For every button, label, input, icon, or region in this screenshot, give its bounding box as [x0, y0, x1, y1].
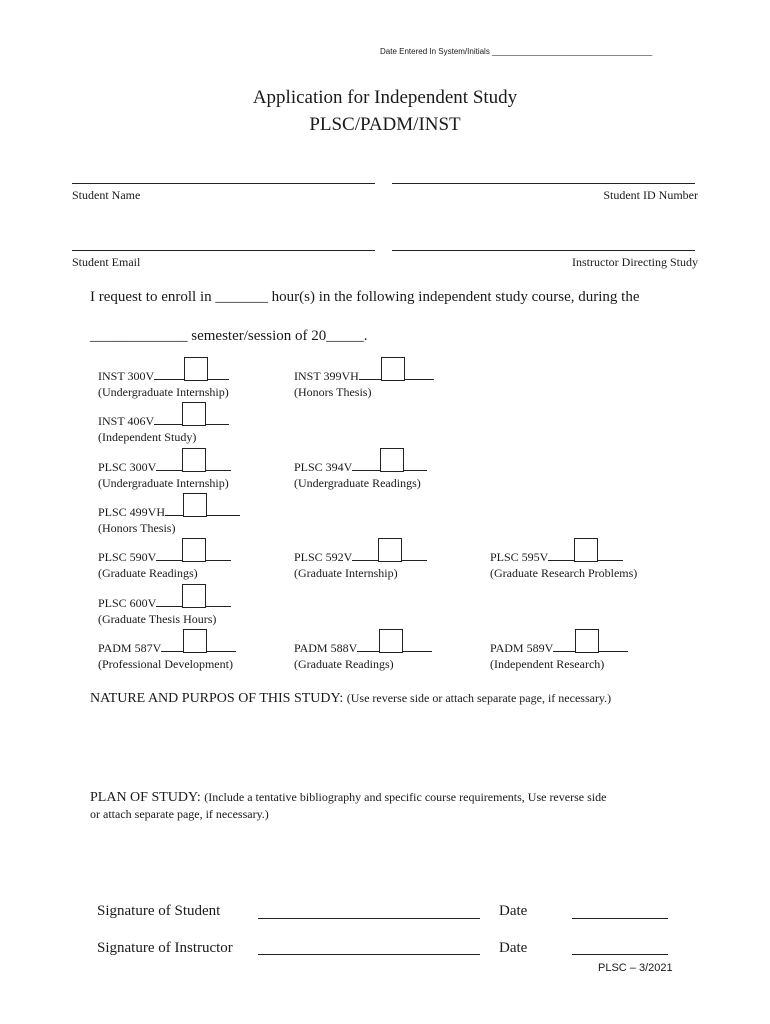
course-checkbox[interactable] — [574, 538, 598, 562]
course-padm-588v — [294, 640, 432, 672]
course-checkbox[interactable] — [182, 584, 206, 608]
course-desc: (Professional Development) — [98, 657, 233, 671]
course-inst-399vh — [294, 368, 434, 400]
course-code: PADM 588V — [294, 641, 358, 655]
instructor-label: Instructor Directing Study — [572, 255, 698, 269]
course-code: INST 300V — [98, 369, 155, 383]
course-padm-587v — [98, 640, 236, 672]
course-plsc-600v — [98, 595, 231, 627]
instructor-line[interactable] — [392, 250, 695, 251]
course-plsc-592v — [294, 549, 427, 581]
student-email-line[interactable] — [72, 250, 375, 251]
request-line-2: _____________ semester/session of 20_____. — [90, 328, 368, 344]
form-footer: PLSC – 3/2021 — [598, 962, 673, 974]
form-title: Application for Independent Study — [252, 87, 518, 108]
student-date-line[interactable] — [572, 918, 668, 919]
course-code: PADM 587V — [98, 641, 162, 655]
course-desc: (Honors Thesis) — [294, 385, 372, 399]
course-inst-406v — [98, 413, 229, 445]
course-desc: (Honors Thesis) — [98, 521, 176, 535]
course-desc: (Independent Research) — [490, 657, 605, 671]
course-checkbox[interactable] — [183, 629, 207, 653]
course-checkbox[interactable] — [182, 448, 206, 472]
course-checkbox[interactable] — [381, 357, 405, 381]
instructor-date-line[interactable] — [572, 954, 668, 955]
course-desc: (Graduate Internship) — [294, 566, 398, 580]
form-subtitle: PLSC/PADM/INST — [309, 114, 461, 135]
student-name-line[interactable] — [72, 183, 375, 184]
course-code: PLSC 595V — [490, 550, 549, 564]
nature-note: (Use reverse side or attach separate page, if necessary.) — [346, 691, 612, 705]
course-code: PLSC 592V — [294, 550, 353, 564]
course-desc: (Independent Study) — [98, 430, 197, 444]
student-id-label: Student ID Number — [603, 188, 698, 202]
course-plsc-595v — [490, 549, 637, 581]
instructor-signature-line[interactable] — [258, 954, 480, 955]
course-checkbox[interactable] — [575, 629, 599, 653]
instructor-date-label: Date — [499, 940, 528, 956]
course-checkbox[interactable] — [380, 448, 404, 472]
course-code: PLSC 600V — [98, 596, 157, 610]
course-checkbox[interactable] — [183, 493, 207, 517]
nature-section — [90, 691, 611, 707]
plan-section — [90, 790, 606, 806]
course-padm-589v — [490, 640, 628, 672]
student-date-label: Date — [499, 903, 528, 919]
course-checkbox[interactable] — [184, 357, 208, 381]
course-desc: (Undergraduate Readings) — [294, 476, 421, 490]
course-code: PADM 589V — [490, 641, 554, 655]
course-checkbox[interactable] — [378, 538, 402, 562]
student-signature-label: Signature of Student — [97, 903, 221, 919]
course-checkbox[interactable] — [182, 402, 206, 426]
course-plsc-499vh — [98, 504, 240, 536]
course-desc: (Undergraduate Internship) — [98, 476, 229, 490]
date-entered-line: Date Entered In System/Initials ____________________________________ — [380, 47, 653, 56]
request-line-1: I request to enroll in _______ hour(s) in the following independent study course, during the — [90, 289, 640, 305]
course-plsc-300v — [98, 459, 231, 491]
course-desc: (Graduate Readings) — [294, 657, 394, 671]
course-desc: (Undergraduate Internship) — [98, 385, 229, 399]
instructor-signature-label: Signature of Instructor — [97, 940, 233, 956]
course-code: PLSC 499VH — [98, 505, 166, 519]
course-code: PLSC 300V — [98, 460, 157, 474]
course-inst-300v — [98, 368, 229, 400]
course-code: INST 399VH — [294, 369, 359, 383]
student-signature-line[interactable] — [258, 918, 480, 919]
course-checkbox[interactable] — [379, 629, 403, 653]
student-id-line[interactable] — [392, 183, 695, 184]
nature-heading: NATURE AND PURPOS OF THIS STUDY: — [90, 691, 344, 706]
course-code: PLSC 394V — [294, 460, 353, 474]
course-code: INST 406V — [98, 414, 155, 428]
course-desc: (Graduate Readings) — [98, 566, 198, 580]
student-email-label: Student Email — [72, 255, 141, 269]
course-plsc-394v — [294, 459, 427, 491]
course-desc: (Graduate Research Problems) — [490, 566, 638, 580]
course-checkbox[interactable] — [182, 538, 206, 562]
course-code: PLSC 590V — [98, 550, 157, 564]
plan-note-line-1: (Include a tentative bibliography and specific course requirements, Use reverse side — [204, 790, 607, 804]
plan-heading: PLAN OF STUDY: — [90, 790, 201, 805]
plan-note-line-2: or attach separate page, if necessary.) — [90, 807, 269, 821]
course-plsc-590v — [98, 549, 231, 581]
student-name-label: Student Name — [72, 188, 141, 202]
course-desc: (Graduate Thesis Hours) — [98, 612, 217, 626]
